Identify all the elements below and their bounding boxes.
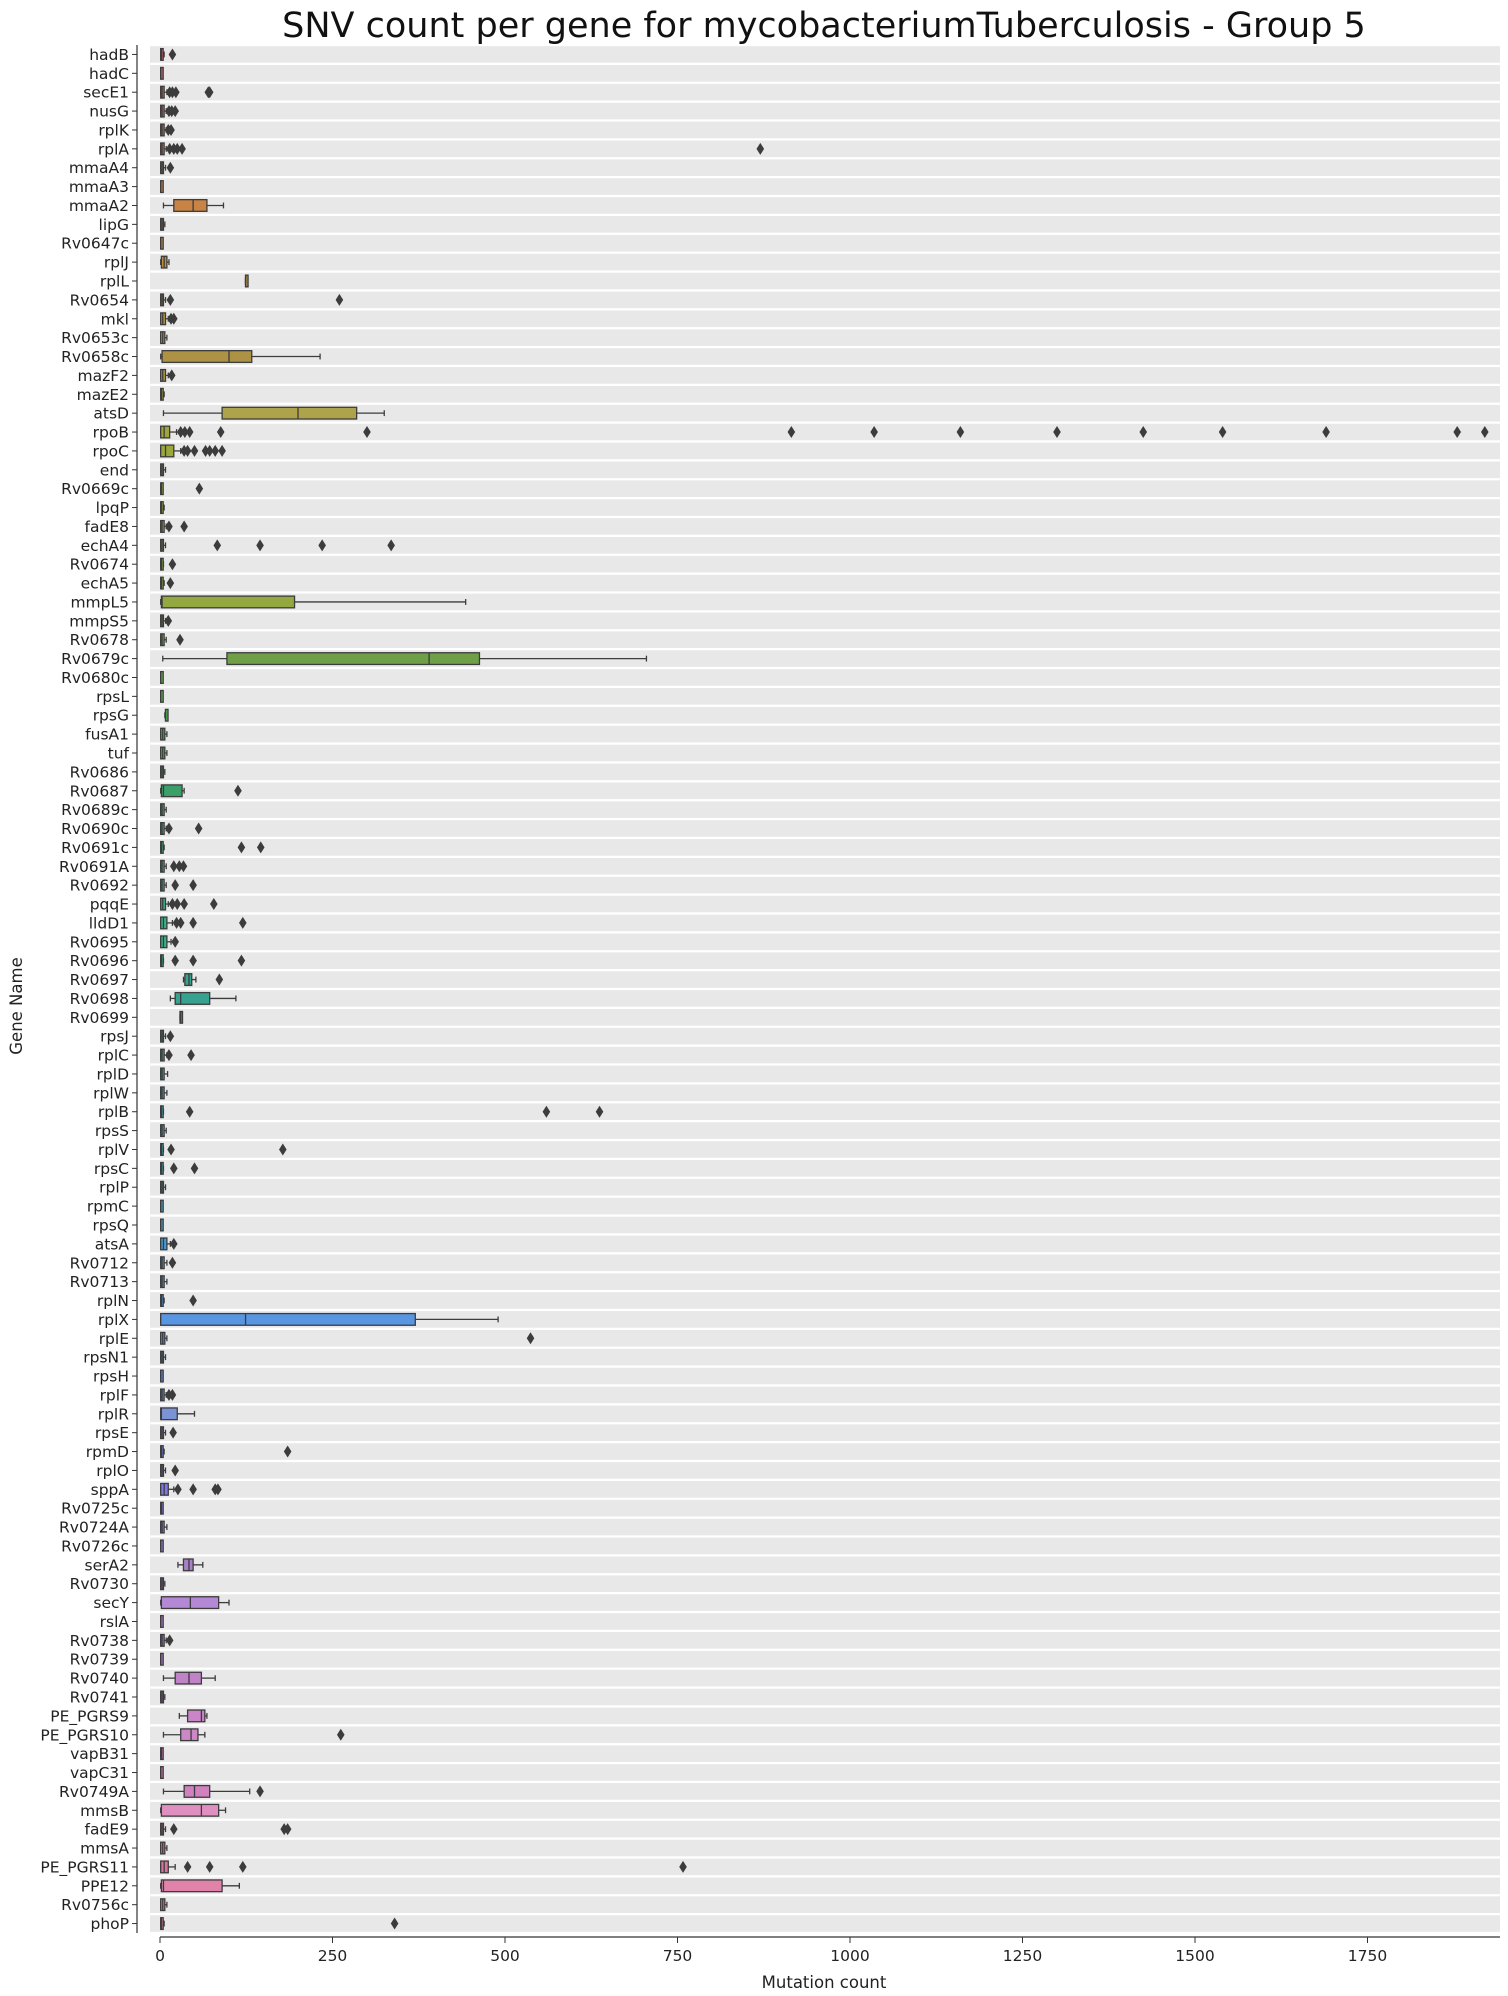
y-tick-label: Rv0696 [69, 952, 129, 971]
y-tick-label: Rv0749A [59, 1782, 129, 1801]
y-tick-label: Rv0726c [61, 1537, 129, 1556]
y-tick-label: rpoB [92, 423, 129, 442]
box-iqr [161, 785, 182, 797]
row-stripe [150, 933, 1500, 950]
box-Rv0699 [180, 1011, 183, 1023]
row-stripe [150, 141, 1500, 158]
y-tick-label: mazF2 [77, 366, 129, 385]
box-iqr [185, 974, 192, 986]
row-stripe [150, 1708, 1500, 1725]
y-tick-label: mmsB [80, 1801, 129, 1820]
box-vapB31 [161, 1748, 164, 1760]
y-tick-label: rpsG [92, 706, 129, 725]
y-tick-label: Rv0725c [61, 1499, 129, 1518]
row-stripe [150, 1122, 1500, 1139]
y-tick-label: sppA [90, 1480, 129, 1499]
row-stripe [150, 1840, 1500, 1857]
x-axis-label: Mutation count [761, 1973, 887, 1992]
row-stripe [150, 1405, 1500, 1422]
box-rslA [161, 1616, 164, 1628]
x-tick-label: 500 [490, 1947, 520, 1965]
y-tick-label: mmsA [80, 1839, 129, 1858]
row-stripe [150, 1198, 1500, 1215]
y-axis-label: Gene Name [7, 957, 26, 1055]
row-stripe [150, 556, 1500, 573]
row-stripes [150, 46, 1500, 1932]
row-stripe [150, 1387, 1500, 1404]
box-iqr [184, 1786, 210, 1798]
row-stripe [150, 1538, 1500, 1555]
y-tick-label: Rv0678 [69, 631, 129, 650]
y-tick-label: secE1 [83, 83, 129, 102]
x-tick-label: 1000 [830, 1947, 870, 1965]
y-tick-label: Rv0680c [61, 668, 129, 687]
row-stripe [150, 764, 1500, 781]
row-stripe [150, 1557, 1500, 1574]
row-stripe [150, 1594, 1500, 1611]
x-axis [155, 1937, 1500, 1965]
y-tick-label: vapC31 [69, 1764, 129, 1783]
row-stripe [150, 1802, 1500, 1819]
y-tick-label: pqqE [89, 895, 129, 914]
box-iqr [174, 200, 207, 212]
y-tick-label: mmaA4 [68, 159, 129, 178]
box-rpsH [161, 1370, 164, 1382]
box-iqr [161, 1804, 218, 1816]
y-tick-label: fusA1 [85, 725, 129, 744]
box-iqr [175, 1672, 201, 1684]
row-stripe [150, 801, 1500, 818]
row-stripe [150, 1821, 1500, 1838]
y-tick-label: Rv0738 [69, 1631, 129, 1650]
row-stripe [150, 1481, 1500, 1498]
y-tick-label: echA4 [80, 536, 129, 555]
box-Rv0739 [161, 1653, 164, 1665]
row-stripe [150, 499, 1500, 516]
row-stripe [150, 1519, 1500, 1536]
row-stripe [150, 159, 1500, 176]
x-tick-label: 1750 [1347, 1947, 1388, 1965]
y-tick-label: rplE [98, 1329, 129, 1348]
row-stripe [150, 1783, 1500, 1800]
x-tick-label: 250 [317, 1947, 348, 1965]
y-tick-label: Rv0686 [69, 763, 129, 782]
y-tick-label: rpsS [94, 1122, 129, 1141]
box-iqr [183, 1559, 193, 1571]
row-stripe [150, 575, 1500, 592]
y-tick-label: rplX [97, 1310, 129, 1329]
y-tick-label: rplF [99, 1386, 129, 1405]
row-stripe [150, 839, 1500, 856]
y-tick-label: rplA [97, 140, 129, 159]
row-stripe [150, 1689, 1500, 1706]
y-tick-label: PE_PGRS9 [50, 1707, 129, 1726]
row-stripe [150, 1179, 1500, 1196]
box-iqr [161, 596, 294, 608]
y-tick-label: Rv0698 [69, 989, 129, 1008]
row-stripe [150, 1160, 1500, 1177]
row-stripe [150, 310, 1500, 327]
y-tick-label: nusG [89, 102, 129, 121]
row-stripe [150, 1085, 1500, 1102]
box-rpsL [161, 691, 164, 703]
row-stripe [150, 424, 1500, 441]
row-stripe [150, 443, 1500, 460]
row-stripe [150, 613, 1500, 630]
row-stripe [150, 688, 1500, 705]
y-tick-label: Rv0712 [69, 1254, 129, 1273]
y-tick-label: rpoC [92, 442, 129, 461]
box-rpmC [161, 1200, 164, 1212]
row-stripe [150, 1273, 1500, 1290]
row-stripe [150, 971, 1500, 988]
row-stripe [150, 1254, 1500, 1271]
y-tick-label: rslA [99, 1612, 129, 1631]
box-iqr [161, 426, 170, 438]
y-tick-label: Rv0730 [69, 1575, 129, 1594]
y-tick-label: rplN [96, 1292, 129, 1311]
y-tick-label: mmaA3 [68, 178, 129, 197]
y-tick-label: Rv0695 [69, 933, 129, 952]
y-axis [40, 45, 137, 1933]
y-tick-label: rplC [97, 1046, 129, 1065]
row-stripe [150, 1443, 1500, 1460]
row-stripe [150, 1028, 1500, 1045]
y-tick-label: rplL [99, 272, 129, 291]
box-iqr [188, 1710, 205, 1722]
box-rplL [246, 275, 249, 287]
row-stripe [150, 216, 1500, 233]
y-tick-label: lipG [98, 215, 129, 234]
row-stripe [150, 952, 1500, 969]
y-tick-label: Rv0647c [61, 234, 129, 253]
box-iqr [161, 1408, 178, 1420]
box-iqr [162, 351, 252, 363]
row-stripe [150, 820, 1500, 837]
box-secY [161, 1597, 229, 1609]
y-tick-label: Rv0724A [59, 1518, 129, 1537]
y-tick-label: rpsL [96, 687, 129, 706]
row-stripe [150, 1613, 1500, 1630]
y-tick-label: Rv0692 [69, 876, 129, 895]
box-iqr [222, 407, 357, 419]
y-tick-label: Rv0654 [69, 291, 129, 310]
chart-title: SNV count per gene for mycobacteriumTuberculosis - Group 5 [282, 6, 1366, 46]
row-stripe [150, 329, 1500, 346]
box-Rv0725c [161, 1502, 164, 1514]
y-tick-label: Rv0740 [69, 1669, 129, 1688]
box-vapC31 [161, 1767, 164, 1779]
y-tick-label: rpmC [86, 1197, 129, 1216]
row-stripe [150, 1009, 1500, 1026]
row-stripe [150, 1047, 1500, 1064]
y-tick-label: rplB [97, 1103, 129, 1122]
y-tick-label: atsD [93, 404, 129, 423]
x-tick-label: 0 [155, 1947, 165, 1965]
y-tick-label: Rv0699 [69, 1008, 129, 1027]
box-mmsB [161, 1804, 226, 1816]
row-stripe [150, 84, 1500, 101]
y-tick-label: rplO [96, 1461, 129, 1480]
row-stripe [150, 1500, 1500, 1517]
y-tick-label: PE_PGRS11 [40, 1858, 129, 1877]
y-tick-label: Rv0691A [59, 857, 129, 876]
row-stripe [150, 1915, 1500, 1932]
row-stripe [150, 235, 1500, 252]
box-Rv0647c [161, 237, 164, 249]
row-stripe [150, 631, 1500, 648]
y-tick-label: rplP [99, 1178, 129, 1197]
box-iqr [227, 653, 480, 665]
y-tick-label: end [99, 461, 129, 480]
row-stripe [150, 915, 1500, 932]
y-tick-label: Rv0756c [61, 1896, 129, 1915]
y-tick-label: Rv0658c [61, 348, 129, 367]
row-stripe [150, 1368, 1500, 1385]
row-stripe [150, 990, 1500, 1007]
y-tick-label: rpsJ [100, 1027, 129, 1046]
row-stripe [150, 518, 1500, 535]
row-stripe [150, 782, 1500, 799]
row-stripe [150, 1745, 1500, 1762]
row-stripe [150, 1877, 1500, 1894]
y-tick-label: hadC [89, 64, 129, 83]
y-tick-label: mkl [100, 310, 129, 329]
row-stripe [150, 1330, 1500, 1347]
box-nusG [161, 105, 179, 117]
y-tick-label: Rv0713 [69, 1273, 129, 1292]
row-stripe [150, 1236, 1500, 1253]
row-stripe [150, 103, 1500, 120]
y-tick-label: fadE8 [84, 517, 129, 536]
y-tick-label: Rv0690c [61, 820, 129, 839]
y-tick-label: rpsE [94, 1424, 129, 1443]
y-tick-label: rplJ [103, 253, 129, 272]
row-stripe [150, 273, 1500, 290]
row-stripe [150, 1462, 1500, 1479]
y-tick-label: rpsN1 [83, 1348, 129, 1367]
box-Rv0680c [161, 672, 164, 684]
row-stripe [150, 1349, 1500, 1366]
y-tick-label: Rv0679c [61, 650, 129, 669]
y-tick-label: rplK [98, 121, 129, 140]
y-tick-label: PPE12 [80, 1877, 129, 1896]
row-stripe [150, 1141, 1500, 1158]
row-stripe [150, 745, 1500, 762]
y-tick-label: rpsC [93, 1159, 129, 1178]
y-tick-label: lpqP [95, 499, 129, 518]
row-stripe [150, 537, 1500, 554]
box-iqr [181, 1729, 198, 1741]
y-tick-label: hadB [89, 45, 129, 64]
y-tick-label: rplD [96, 1065, 129, 1084]
row-stripe [150, 348, 1500, 365]
row-stripe [150, 480, 1500, 497]
y-tick-label: rplW [93, 1084, 129, 1103]
y-tick-label: lldD1 [88, 914, 129, 933]
y-tick-label: Rv0669c [61, 480, 129, 499]
y-tick-label: Rv0691c [61, 838, 129, 857]
y-tick-label: mmpS5 [69, 612, 129, 631]
y-tick-label: fadE9 [84, 1820, 129, 1839]
row-stripe [150, 1292, 1500, 1309]
row-stripe [150, 197, 1500, 214]
row-stripe [150, 877, 1500, 894]
y-tick-label: tuf [107, 744, 129, 763]
row-stripe [150, 1575, 1500, 1592]
row-stripe [150, 292, 1500, 309]
box-mazE2 [161, 388, 164, 400]
box-rpsQ [161, 1219, 164, 1231]
row-stripe [150, 178, 1500, 195]
row-stripe [150, 1859, 1500, 1876]
y-tick-label: rplV [97, 1140, 129, 1159]
y-tick-label: secY [93, 1594, 129, 1613]
y-tick-label: Rv0674 [69, 555, 129, 574]
row-stripe [150, 1066, 1500, 1083]
row-stripe [150, 1424, 1500, 1441]
box-iqr [161, 445, 174, 457]
row-stripe [150, 669, 1500, 686]
row-stripe [150, 1896, 1500, 1913]
row-stripe [150, 122, 1500, 139]
row-stripe [150, 896, 1500, 913]
y-tick-label: vapB31 [70, 1745, 129, 1764]
y-tick-label: rpmD [85, 1443, 129, 1462]
row-stripe [150, 726, 1500, 743]
box-rpsG [165, 709, 168, 721]
row-stripe [150, 1651, 1500, 1668]
row-stripe [150, 1632, 1500, 1649]
y-tick-label: phoP [90, 1915, 129, 1934]
row-stripe [150, 46, 1500, 63]
y-tick-label: echA5 [80, 574, 129, 593]
row-stripe [150, 386, 1500, 403]
box-Rv0691A [161, 860, 188, 872]
box-lpqP [161, 502, 164, 514]
y-tick-label: rpsH [93, 1367, 129, 1386]
y-tick-label: mmaA2 [68, 196, 129, 215]
y-tick-label: mmpL5 [70, 593, 129, 612]
y-tick-label: serA2 [84, 1556, 129, 1575]
y-tick-label: Rv0697 [69, 971, 129, 990]
row-stripe [150, 461, 1500, 478]
row-stripe [150, 1764, 1500, 1781]
row-stripe [150, 367, 1500, 384]
y-tick-label: PE_PGRS10 [40, 1726, 129, 1745]
y-tick-label: Rv0687 [69, 782, 129, 801]
y-tick-label: atsA [94, 1235, 129, 1254]
x-tick-label: 750 [662, 1947, 693, 1965]
box-hadC [161, 67, 164, 79]
y-tick-label: Rv0653c [61, 329, 129, 348]
x-tick-label: 1250 [1002, 1947, 1043, 1965]
row-stripe [150, 858, 1500, 875]
row-stripe [150, 1670, 1500, 1687]
row-stripe [150, 1217, 1500, 1234]
y-tick-label: Rv0739 [69, 1650, 129, 1669]
box-Rv0726c [161, 1540, 164, 1552]
y-tick-label: mazE2 [76, 385, 129, 404]
y-tick-label: Rv0741 [69, 1688, 129, 1707]
row-stripe [150, 707, 1500, 724]
box-iqr [161, 1880, 222, 1892]
row-stripe [150, 1103, 1500, 1120]
x-tick-label: 1500 [1175, 1947, 1215, 1965]
box-mmaA3 [161, 181, 164, 193]
y-tick-label: rpsQ [92, 1216, 129, 1235]
row-stripe [150, 254, 1500, 271]
y-tick-label: Rv0689c [61, 801, 129, 820]
row-stripe [150, 1726, 1500, 1743]
y-tick-label: rplR [97, 1405, 129, 1424]
row-stripe [150, 65, 1500, 82]
box-iqr [161, 1314, 416, 1326]
